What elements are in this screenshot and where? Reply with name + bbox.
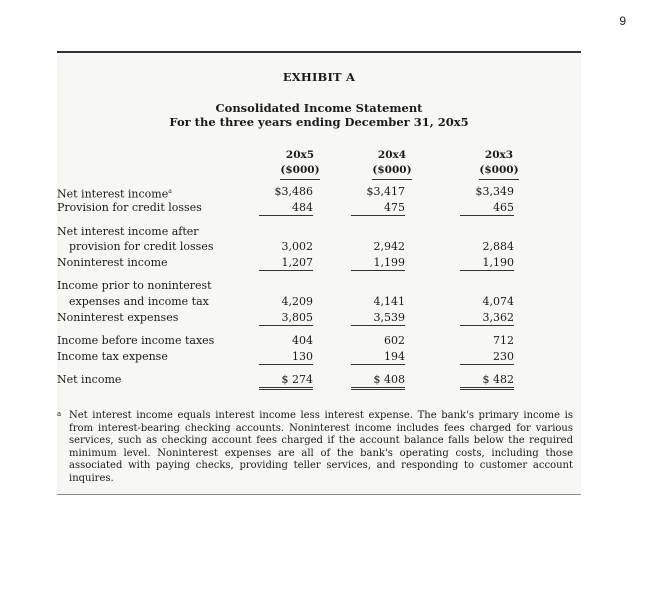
cell-income-before-taxes-20x3: 712 (493, 334, 514, 347)
row-label-income-prior-2: expenses and income tax (69, 295, 209, 308)
cell-noninterest-income-20x3: 1,190 (460, 256, 514, 271)
footnote-text: Net interest income equals interest income less interest expense. The bank's primary income is from interest-bearing checking accounts. Noninterest income includes fees charged for various services, such as checking account fees charged if the account balance falls below the required minimum level. Noninterest expenses are all of the bank's operating costs, including those associated with paying checks, providing teller services, and responding to customer account inquires. (69, 410, 573, 484)
cell-income-prior-20x5: 4,209 (281, 295, 313, 308)
cell-nii-after-provision-20x4: 2,942 (373, 240, 405, 253)
cell-noninterest-expenses-20x5: 3,805 (259, 311, 313, 326)
row-label-provision: Provision for credit losses (57, 201, 202, 214)
row-label-nii-after-provision-1: Net interest income after (57, 225, 199, 238)
cell-net-interest-income-20x5: $3,486 (274, 185, 313, 198)
cell-nii-after-provision-20x3: 2,884 (482, 240, 514, 253)
cell-income-prior-20x3: 4,074 (482, 295, 514, 308)
column-header-20x4: 20x4 ($000) (362, 148, 422, 180)
cell-net-interest-income-20x3: $3,349 (475, 185, 514, 198)
exhibit-title: EXHIBIT A (282, 70, 356, 84)
cell-net-income-20x3: $ 482 (460, 373, 514, 390)
cell-provision-20x4: 475 (351, 201, 405, 216)
cell-net-income-20x4: $ 408 (351, 373, 405, 390)
row-label-net-income: Net income (57, 373, 122, 386)
cell-income-tax-expense-20x3: 230 (460, 350, 514, 365)
cell-nii-after-provision-20x5: 3,002 (281, 240, 313, 253)
cell-income-tax-expense-20x4: 194 (351, 350, 405, 365)
row-label-income-before-taxes: Income before income taxes (57, 334, 215, 347)
row-label-income-prior-1: Income prior to noninterest (57, 279, 212, 292)
cell-provision-20x5: 484 (259, 201, 313, 216)
bottom-rule (57, 494, 581, 495)
column-header-20x3: 20x3 ($000) (469, 148, 529, 180)
top-rule (57, 51, 581, 53)
cell-noninterest-expenses-20x4: 3,539 (351, 311, 405, 326)
statement-heading: Consolidated Income Statement (215, 101, 423, 115)
cell-income-before-taxes-20x5: 404 (292, 334, 313, 347)
cell-noninterest-expenses-20x3: 3,362 (460, 311, 514, 326)
cell-provision-20x3: 465 (460, 201, 514, 216)
cell-noninterest-income-20x4: 1,199 (351, 256, 405, 271)
statement-title (57, 101, 581, 129)
row-label-income-tax-expense: Income tax expense (57, 350, 168, 363)
exhibit-document (57, 51, 581, 495)
column-header-20x5: 20x5 ($000) (270, 148, 330, 180)
cell-income-before-taxes-20x4: 602 (384, 334, 405, 347)
footnote-marker: a (57, 410, 62, 418)
footnote (57, 410, 573, 485)
row-label-nii-after-provision-2: provision for credit losses (69, 240, 214, 253)
statement-period: For the three years ending December 31, 20x5 (169, 115, 469, 129)
cell-income-tax-expense-20x5: 130 (259, 350, 313, 365)
cell-net-interest-income-20x4: $3,417 (366, 185, 405, 198)
row-label-net-interest-income: Net interest income$^a$ (57, 187, 172, 201)
cell-net-income-20x5: $ 274 (259, 373, 313, 390)
cell-income-prior-20x4: 4,141 (373, 295, 405, 308)
cell-noninterest-income-20x5: 1,207 (259, 256, 313, 271)
row-label-noninterest-expenses: Noninterest expenses (57, 311, 179, 324)
row-label-noninterest-income: Noninterest income (57, 256, 168, 269)
page-number: 9 (619, 14, 626, 28)
